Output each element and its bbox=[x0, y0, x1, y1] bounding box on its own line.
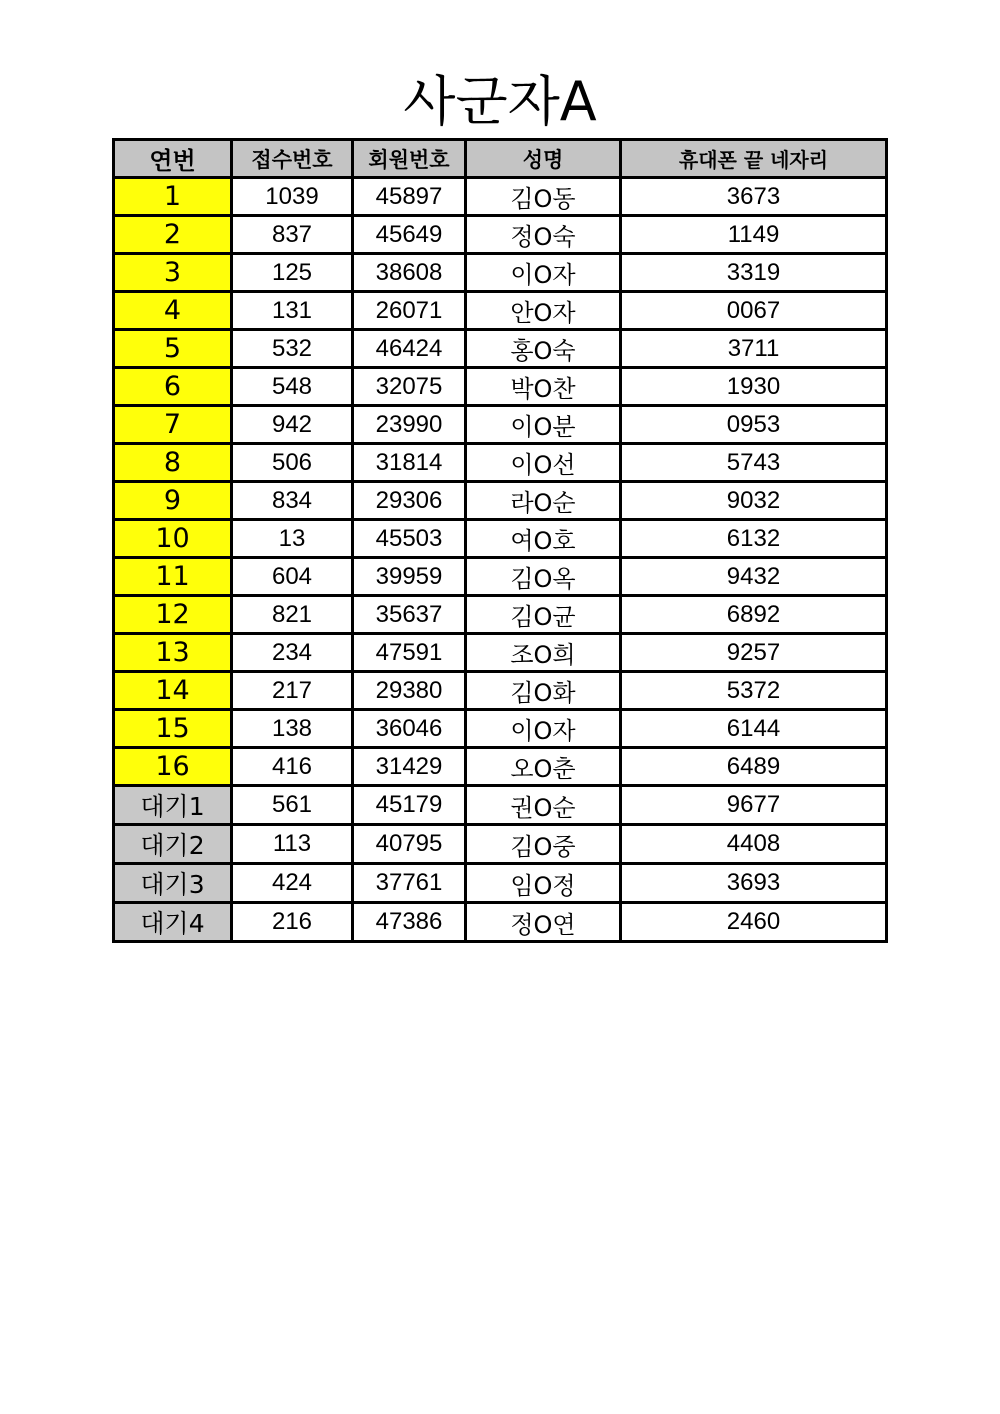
receipt-number-cell: 113 bbox=[232, 825, 353, 864]
phone-last4-cell: 0067 bbox=[621, 292, 887, 330]
table-row bbox=[114, 330, 887, 368]
seq-cell: 12 bbox=[114, 596, 232, 634]
name-cell: 김O균 bbox=[466, 596, 621, 634]
name-cell: 홍O숙 bbox=[466, 330, 621, 368]
name-cell: 김O옥 bbox=[466, 558, 621, 596]
member-number-cell: 37761 bbox=[353, 864, 466, 903]
table-row bbox=[114, 825, 887, 864]
name-cell: 권O순 bbox=[466, 786, 621, 825]
receipt-number-cell: 216 bbox=[232, 903, 353, 942]
seq-cell: 14 bbox=[114, 672, 232, 710]
phone-last4-cell: 3693 bbox=[621, 864, 887, 903]
phone-last4-cell: 3673 bbox=[621, 178, 887, 216]
phone-last4-cell: 1149 bbox=[621, 216, 887, 254]
name-cell: 이O분 bbox=[466, 406, 621, 444]
roster-body bbox=[114, 178, 887, 942]
seq-cell: 3 bbox=[114, 254, 232, 292]
phone-last4-cell: 6489 bbox=[621, 748, 887, 786]
header-name: 성명 bbox=[466, 140, 621, 178]
phone-last4-cell: 6892 bbox=[621, 596, 887, 634]
member-number-cell: 31429 bbox=[353, 748, 466, 786]
receipt-number-cell: 604 bbox=[232, 558, 353, 596]
phone-last4-cell: 3711 bbox=[621, 330, 887, 368]
member-number-cell: 32075 bbox=[353, 368, 466, 406]
table-row bbox=[114, 444, 887, 482]
receipt-number-cell: 821 bbox=[232, 596, 353, 634]
phone-last4-cell: 5372 bbox=[621, 672, 887, 710]
receipt-number-cell: 131 bbox=[232, 292, 353, 330]
receipt-number-cell: 942 bbox=[232, 406, 353, 444]
page-title: 사군자A bbox=[403, 70, 597, 133]
receipt-number-cell: 834 bbox=[232, 482, 353, 520]
table-row bbox=[114, 292, 887, 330]
phone-last4-cell: 9257 bbox=[621, 634, 887, 672]
member-number-cell: 46424 bbox=[353, 330, 466, 368]
receipt-number-cell: 125 bbox=[232, 254, 353, 292]
name-cell: 조O희 bbox=[466, 634, 621, 672]
member-number-cell: 45503 bbox=[353, 520, 466, 558]
phone-last4-cell: 9432 bbox=[621, 558, 887, 596]
member-number-cell: 35637 bbox=[353, 596, 466, 634]
name-cell: 안O자 bbox=[466, 292, 621, 330]
receipt-number-cell: 837 bbox=[232, 216, 353, 254]
member-number-cell: 29380 bbox=[353, 672, 466, 710]
receipt-number-cell: 416 bbox=[232, 748, 353, 786]
name-cell: 이O자 bbox=[466, 254, 621, 292]
receipt-number-cell: 234 bbox=[232, 634, 353, 672]
table-row bbox=[114, 558, 887, 596]
phone-last4-cell: 9677 bbox=[621, 786, 887, 825]
member-number-cell: 36046 bbox=[353, 710, 466, 748]
table-row bbox=[114, 406, 887, 444]
seq-cell: 5 bbox=[114, 330, 232, 368]
table-row bbox=[114, 596, 887, 634]
seq-cell: 13 bbox=[114, 634, 232, 672]
name-cell: 여O호 bbox=[466, 520, 621, 558]
member-number-cell: 38608 bbox=[353, 254, 466, 292]
phone-last4-cell: 1930 bbox=[621, 368, 887, 406]
member-number-cell: 45649 bbox=[353, 216, 466, 254]
name-cell: 김O화 bbox=[466, 672, 621, 710]
receipt-number-cell: 138 bbox=[232, 710, 353, 748]
member-number-cell: 23990 bbox=[353, 406, 466, 444]
receipt-number-cell: 424 bbox=[232, 864, 353, 903]
receipt-number-cell: 548 bbox=[232, 368, 353, 406]
table-row bbox=[114, 482, 887, 520]
header-phone-last4: 휴대폰 끝 네자리 bbox=[621, 140, 887, 178]
seq-cell: 16 bbox=[114, 748, 232, 786]
seq-cell: 6 bbox=[114, 368, 232, 406]
seq-cell: 7 bbox=[114, 406, 232, 444]
name-cell: 박O찬 bbox=[466, 368, 621, 406]
seq-cell: 4 bbox=[114, 292, 232, 330]
member-number-cell: 45897 bbox=[353, 178, 466, 216]
phone-last4-cell: 9032 bbox=[621, 482, 887, 520]
receipt-number-cell: 532 bbox=[232, 330, 353, 368]
member-number-cell: 40795 bbox=[353, 825, 466, 864]
member-number-cell: 26071 bbox=[353, 292, 466, 330]
name-cell: 김O중 bbox=[466, 825, 621, 864]
receipt-number-cell: 561 bbox=[232, 786, 353, 825]
receipt-number-cell: 13 bbox=[232, 520, 353, 558]
seq-cell: 2 bbox=[114, 216, 232, 254]
table-row bbox=[114, 786, 887, 825]
seq-cell: 대기3 bbox=[114, 864, 232, 903]
header-receipt-number: 접수번호 bbox=[232, 140, 353, 178]
phone-last4-cell: 6144 bbox=[621, 710, 887, 748]
member-number-cell: 39959 bbox=[353, 558, 466, 596]
table-row bbox=[114, 710, 887, 748]
name-cell: 김O동 bbox=[466, 178, 621, 216]
table-row bbox=[114, 178, 887, 216]
receipt-number-cell: 1039 bbox=[232, 178, 353, 216]
table-row bbox=[114, 672, 887, 710]
phone-last4-cell: 6132 bbox=[621, 520, 887, 558]
header-seq: 연번 bbox=[114, 140, 232, 178]
phone-last4-cell: 0953 bbox=[621, 406, 887, 444]
name-cell: 이O선 bbox=[466, 444, 621, 482]
receipt-number-cell: 217 bbox=[232, 672, 353, 710]
table-row bbox=[114, 634, 887, 672]
table-row bbox=[114, 520, 887, 558]
name-cell: 임O정 bbox=[466, 864, 621, 903]
name-cell: 정O연 bbox=[466, 903, 621, 942]
name-cell: 이O자 bbox=[466, 710, 621, 748]
table-row bbox=[114, 216, 887, 254]
member-number-cell: 47591 bbox=[353, 634, 466, 672]
seq-cell: 15 bbox=[114, 710, 232, 748]
phone-last4-cell: 5743 bbox=[621, 444, 887, 482]
header-member-number: 회원번호 bbox=[353, 140, 466, 178]
seq-cell: 10 bbox=[114, 520, 232, 558]
receipt-number-cell: 506 bbox=[232, 444, 353, 482]
member-number-cell: 29306 bbox=[353, 482, 466, 520]
roster-table bbox=[112, 138, 888, 943]
name-cell: 정O숙 bbox=[466, 216, 621, 254]
name-cell: 오O춘 bbox=[466, 748, 621, 786]
seq-cell: 11 bbox=[114, 558, 232, 596]
member-number-cell: 47386 bbox=[353, 903, 466, 942]
phone-last4-cell: 2460 bbox=[621, 903, 887, 942]
phone-last4-cell: 3319 bbox=[621, 254, 887, 292]
member-number-cell: 45179 bbox=[353, 786, 466, 825]
seq-cell: 대기4 bbox=[114, 903, 232, 942]
table-row bbox=[114, 368, 887, 406]
table-row bbox=[114, 864, 887, 903]
seq-cell: 대기1 bbox=[114, 786, 232, 825]
name-cell: 라O순 bbox=[466, 482, 621, 520]
table-row bbox=[114, 903, 887, 942]
phone-last4-cell: 4408 bbox=[621, 825, 887, 864]
seq-cell: 9 bbox=[114, 482, 232, 520]
table-header-row bbox=[114, 140, 887, 178]
member-number-cell: 31814 bbox=[353, 444, 466, 482]
seq-cell: 1 bbox=[114, 178, 232, 216]
seq-cell: 8 bbox=[114, 444, 232, 482]
seq-cell: 대기2 bbox=[114, 825, 232, 864]
table-row bbox=[114, 748, 887, 786]
table-row bbox=[114, 254, 887, 292]
